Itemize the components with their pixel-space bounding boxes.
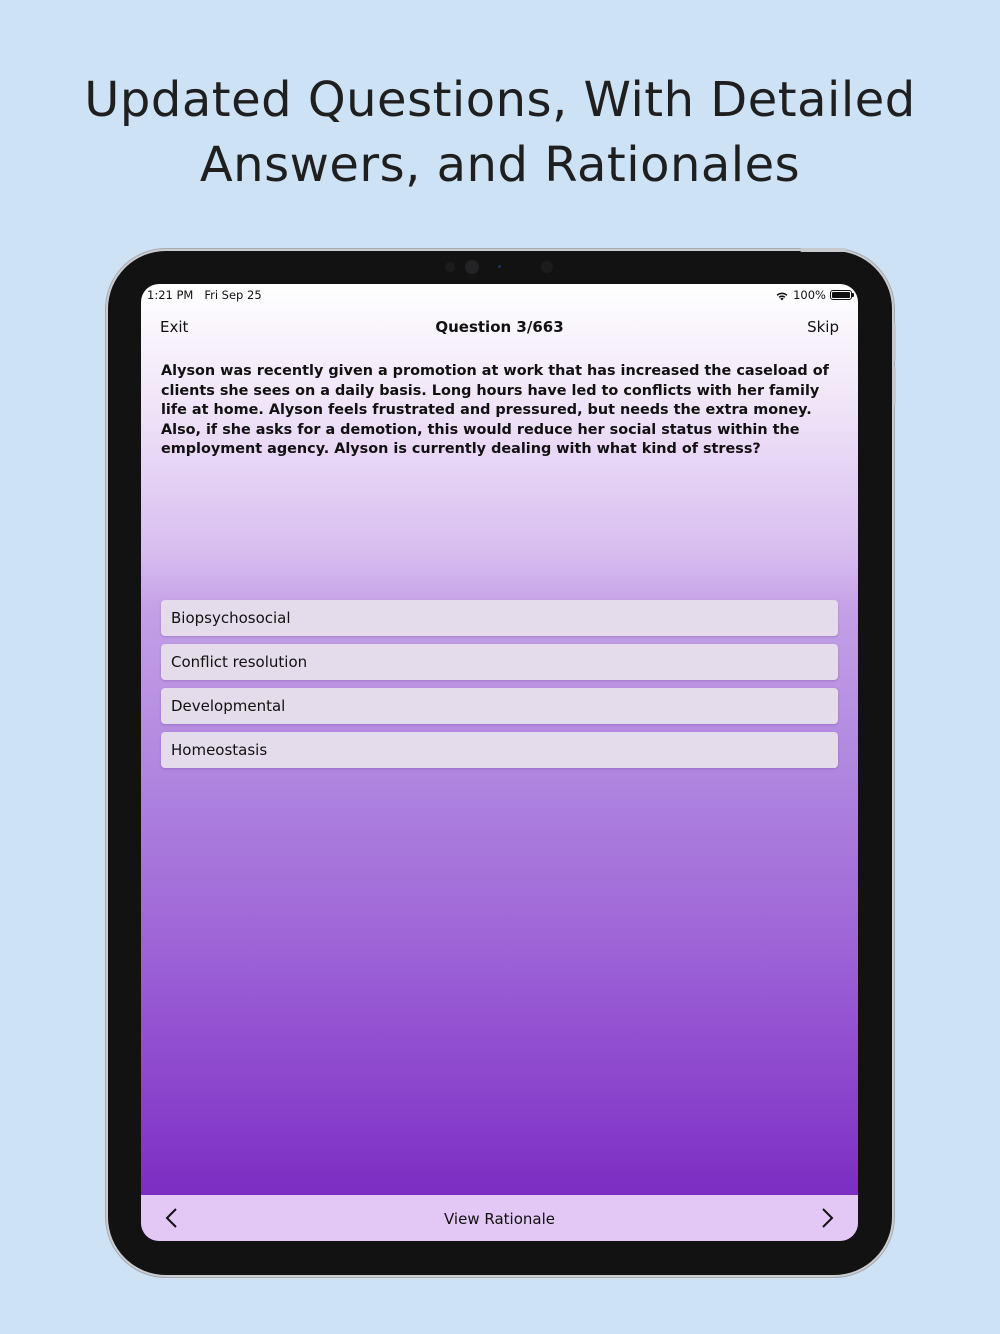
answer-option-2[interactable]: Conflict resolution — [161, 644, 838, 680]
answer-option-1[interactable]: Biopsychosocial — [161, 600, 838, 636]
sensor-icon — [445, 262, 455, 272]
tablet-device — [108, 251, 892, 1275]
answer-list — [161, 600, 838, 776]
status-time: 1:21 PM — [147, 288, 194, 302]
answer-option-4[interactable]: Homeostasis — [161, 732, 838, 768]
app-screen — [141, 284, 858, 1241]
volume-up-button — [892, 323, 896, 361]
answer-option-3[interactable]: Developmental — [161, 688, 838, 724]
status-bar — [141, 284, 858, 306]
battery-percentage: 100% — [793, 288, 826, 302]
status-right — [775, 288, 852, 302]
chevron-right-icon[interactable] — [814, 1206, 838, 1230]
camera-icon — [465, 260, 479, 274]
status-time-date — [147, 288, 262, 302]
marketing-headline — [0, 68, 1000, 198]
headline-line-1: Updated Questions, With Detailed — [84, 72, 916, 128]
volume-down-button — [892, 367, 896, 405]
sensor-icon — [541, 261, 553, 273]
battery-icon — [830, 290, 852, 300]
skip-button[interactable]: Skip — [807, 318, 839, 336]
question-counter-title: Question 3/663 — [435, 318, 564, 336]
exit-button[interactable]: Exit — [160, 318, 189, 336]
headline-line-2: Answers, and Rationales — [199, 137, 801, 193]
power-button — [800, 248, 846, 252]
indicator-light — [498, 265, 501, 268]
navigation-bar — [141, 316, 858, 340]
wifi-icon — [775, 290, 789, 301]
view-rationale-container — [141, 1210, 858, 1228]
bottom-toolbar — [141, 1195, 858, 1241]
question-text: Alyson was recently given a promotion at work that has increased the caseload of clients she sees on a daily basis. Long hours have led to conflicts with her family life at home. Alyson feels frustrated and pressured, but needs the extra money. Also, if she asks for a demotion, this would reduce her social status within the employment agency. Alyson is currently dealing with what kind of stress? — [161, 363, 829, 457]
status-date: Fri Sep 25 — [204, 288, 262, 302]
view-rationale-button[interactable]: View Rationale — [444, 1210, 555, 1228]
